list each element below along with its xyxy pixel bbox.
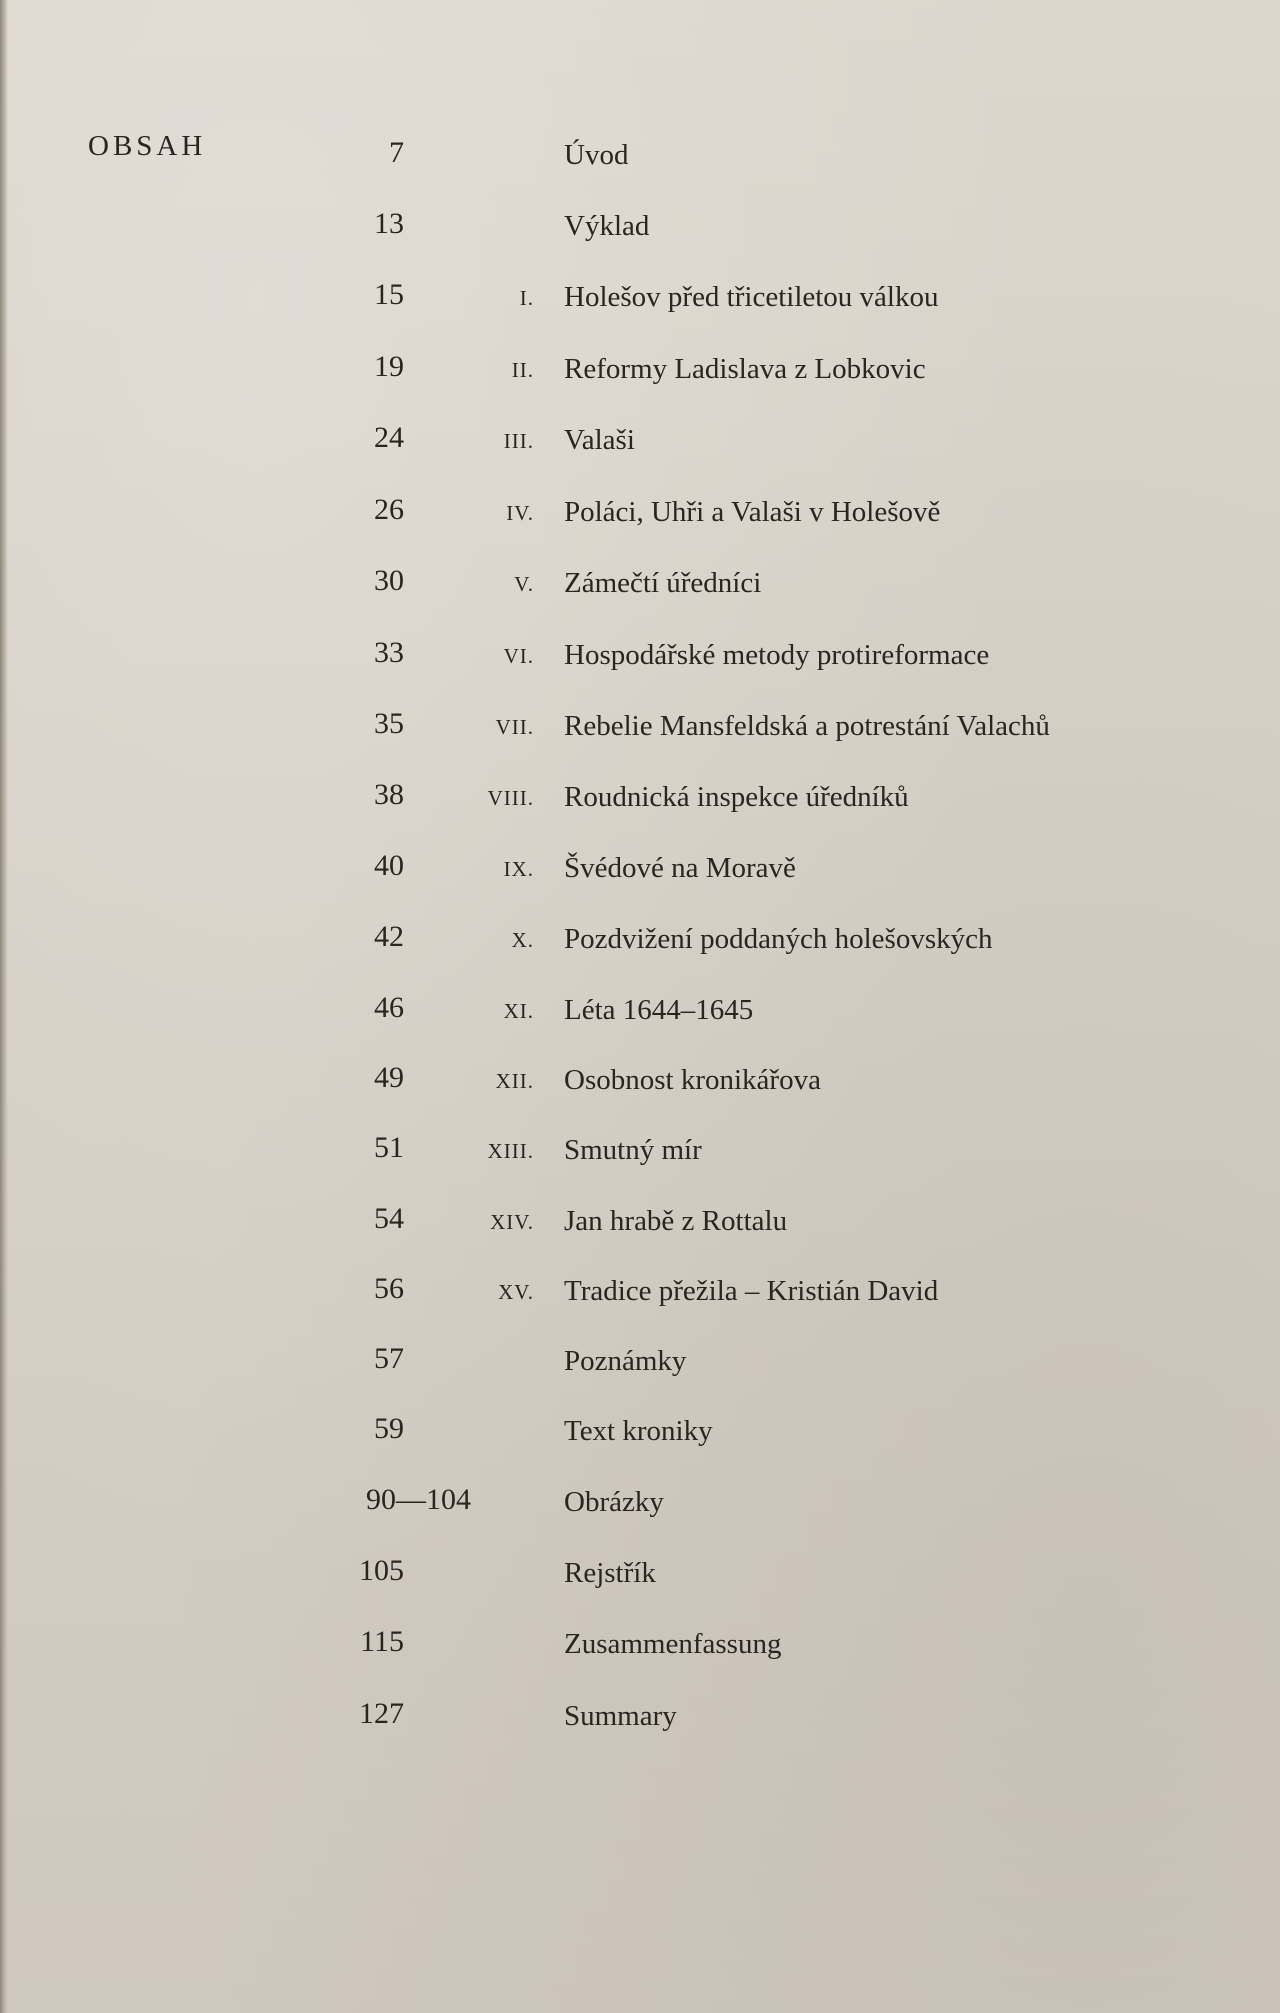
toc-page-number: 7 <box>389 136 404 169</box>
toc-chapter-numeral: V. <box>514 572 534 596</box>
toc-chapter-numeral: VIII. <box>487 786 534 810</box>
toc-title: Roudnická inspekce úředníků <box>564 781 909 813</box>
toc-page-number: 26 <box>374 493 404 526</box>
toc-chapter-numeral: X. <box>511 928 534 952</box>
toc-entry <box>0 280 1280 330</box>
toc-entry <box>0 780 1280 830</box>
toc-title: Jan hrabě z Rottalu <box>564 1205 788 1237</box>
toc-page-number: 40 <box>374 849 404 882</box>
toc-chapter-numeral: XI. <box>503 999 534 1023</box>
toc-title: Úvod <box>564 139 629 171</box>
toc-page-number: 13 <box>374 207 404 240</box>
toc-title: Smutný mír <box>564 1134 702 1166</box>
toc-entry <box>0 1133 1280 1183</box>
toc-page-number: 59 <box>374 1412 404 1445</box>
toc-entry <box>0 209 1280 259</box>
toc-entry <box>0 709 1280 759</box>
toc-page-number: 56 <box>374 1272 404 1305</box>
toc-entry <box>0 1274 1280 1324</box>
toc-chapter-numeral: XII. <box>495 1069 534 1093</box>
toc-title: Reformy Ladislava z Lobkovic <box>564 353 926 385</box>
toc-page-number: 15 <box>374 278 404 311</box>
toc-chapter-numeral: I. <box>519 286 534 310</box>
toc-page-number: 42 <box>374 920 404 953</box>
toc-title: Holešov před třicetiletou válkou <box>564 281 939 313</box>
toc-entry <box>0 1627 1280 1677</box>
toc-page-number: 46 <box>374 991 404 1024</box>
toc-title: Osobnost kronikářova <box>564 1064 821 1096</box>
toc-page-number: 115 <box>360 1625 404 1658</box>
toc-page-number: 24 <box>374 421 404 454</box>
toc-entry <box>0 851 1280 901</box>
toc-entry <box>0 352 1280 402</box>
toc-chapter-numeral: IX. <box>503 857 534 881</box>
toc-title: Summary <box>564 1700 677 1732</box>
toc-entry <box>0 1344 1280 1394</box>
toc-chapter-numeral: XV. <box>498 1280 534 1304</box>
toc-page-number: 105 <box>359 1554 404 1587</box>
toc-page-number: 35 <box>374 707 404 740</box>
toc-page-number: 54 <box>374 1202 404 1235</box>
contents-heading: OBSAH <box>88 130 207 162</box>
toc-entry <box>0 1414 1280 1464</box>
toc-chapter-numeral: VI. <box>503 644 534 668</box>
toc-title: Zámečtí úředníci <box>564 567 762 599</box>
toc-title: Rejstřík <box>564 1557 656 1589</box>
toc-page-number: 57 <box>374 1342 404 1375</box>
toc-entry <box>0 1485 1280 1535</box>
toc-chapter-numeral: II. <box>511 358 534 382</box>
toc-title: Tradice přežila – Kristián David <box>564 1275 939 1307</box>
toc-title: Léta 1644–1645 <box>564 994 754 1026</box>
toc-title: Valaši <box>564 424 635 456</box>
toc-entry <box>0 566 1280 616</box>
toc-page-range: 90—104 <box>366 1483 471 1516</box>
toc-title: Hospodářské metody protireformace <box>564 639 990 671</box>
toc-page-number: 49 <box>374 1061 404 1094</box>
toc-entry <box>0 423 1280 473</box>
toc-chapter-numeral: III. <box>503 429 534 453</box>
toc-page-number: 19 <box>374 350 404 383</box>
toc-page-number: 38 <box>374 778 404 811</box>
toc-page-number: 30 <box>374 564 404 597</box>
toc-chapter-numeral: IV. <box>506 501 534 525</box>
toc-entry <box>0 1204 1280 1254</box>
toc-entry <box>0 495 1280 545</box>
toc-title: Pozdvižení poddaných holešovských <box>564 923 993 955</box>
toc-page-number: 33 <box>374 636 404 669</box>
toc-title: Poznámky <box>564 1345 687 1377</box>
toc-title: Švédové na Moravě <box>564 852 796 884</box>
toc-title: Rebelie Mansfeldská a potrestání Valachů <box>564 710 1050 742</box>
toc-title: Text kroniky <box>564 1415 713 1447</box>
toc-title: Poláci, Uhři a Valaši v Holešově <box>564 496 941 528</box>
toc-title: Zusammenfassung <box>564 1628 782 1660</box>
toc-page-number: 51 <box>374 1131 404 1164</box>
toc-entry <box>0 1699 1280 1749</box>
toc-entry <box>0 922 1280 972</box>
toc-entry <box>0 138 1280 188</box>
toc-entry <box>0 1063 1280 1113</box>
toc-title: Obrázky <box>564 1486 664 1518</box>
toc-chapter-numeral: XIII. <box>487 1139 534 1163</box>
toc-entry <box>0 993 1280 1043</box>
toc-entry <box>0 1556 1280 1606</box>
toc-page-number: 127 <box>359 1697 404 1730</box>
toc-title: Výklad <box>564 210 650 242</box>
toc-entry <box>0 638 1280 688</box>
toc-chapter-numeral: XIV. <box>490 1210 534 1234</box>
toc-chapter-numeral: VII. <box>495 715 534 739</box>
